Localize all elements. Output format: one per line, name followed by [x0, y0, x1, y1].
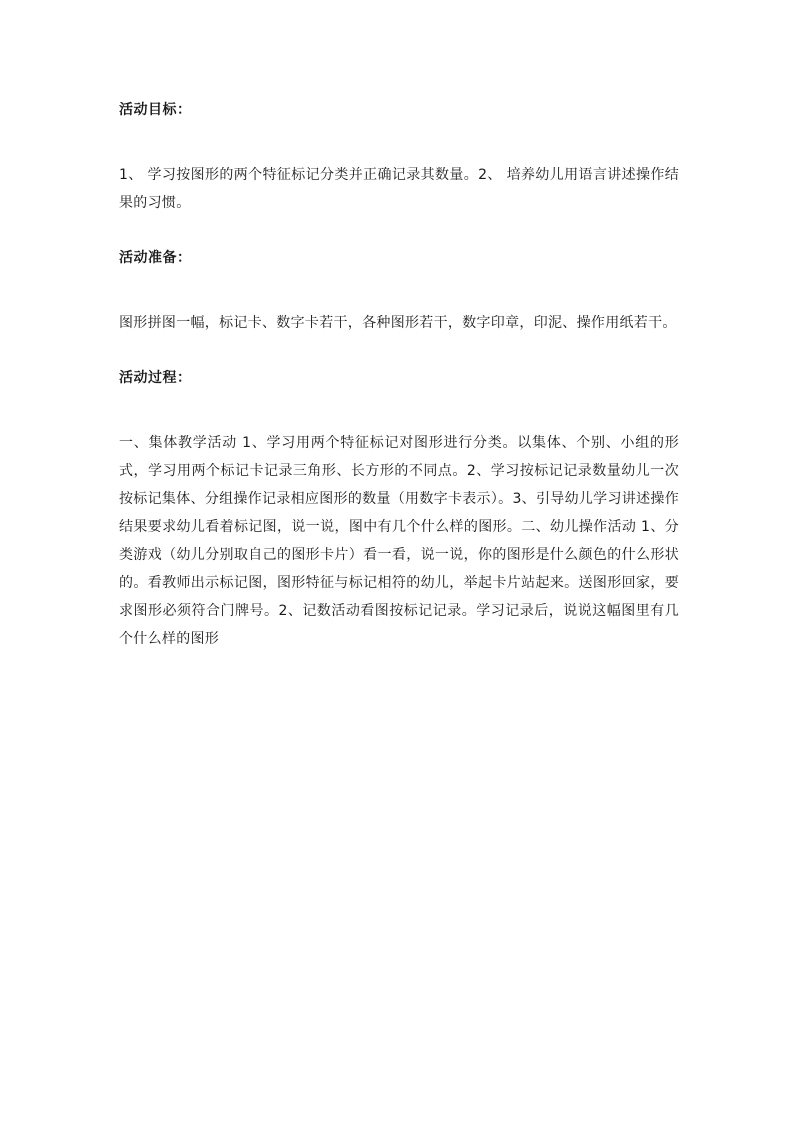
- section-body-goals: 1、 学习按图形的两个特征标记分类并正确记录其数量。2、 培养幼儿用语言讲述操作结果的习惯。: [119, 167, 679, 211]
- section-body-process: 一、集体教学活动 1、学习用两个特征标记对图形进行分类。以集体、个别、小组的形式，学习用两个标记卡记录三角形、长方形的不同点。2、学习按标记记录数量幼儿一次按标记集体、分组操作记录相应图形的数量（用数字卡表示）。3、引导幼儿学习讲述操作结果要求幼儿看着标记图，说一说，图中有几个什么样的图形。二、幼儿操作活动 1、分类游戏（幼儿分别取自己的图形卡片）看一看，说一说，你的图形是什么颜色的什么形状的。看教师出示标记图，图形特征与标记相符的幼儿，举起卡片站起来。送图形回家，要求图形必须符合门牌号。2、记数活动看图按标记记录。学习记录后，说说这幅图里有几个什么样的图形: [119, 435, 679, 647]
- spacer: [119, 337, 679, 367]
- spacer: [119, 217, 679, 247]
- spacer: [119, 269, 679, 309]
- spacer: [119, 389, 679, 429]
- section-heading-process: 活动过程：: [119, 370, 192, 386]
- section-heading-preparation: 活动准备：: [119, 250, 192, 266]
- section-body-preparation: 图形拼图一幅，标记卡、数字卡若干，各种图形若干，数字印章，印泥、操作用纸若干。: [119, 315, 677, 331]
- section-heading-goals: 活动目标：: [119, 102, 192, 118]
- document-content: [119, 98, 679, 653]
- spacer: [119, 121, 679, 161]
